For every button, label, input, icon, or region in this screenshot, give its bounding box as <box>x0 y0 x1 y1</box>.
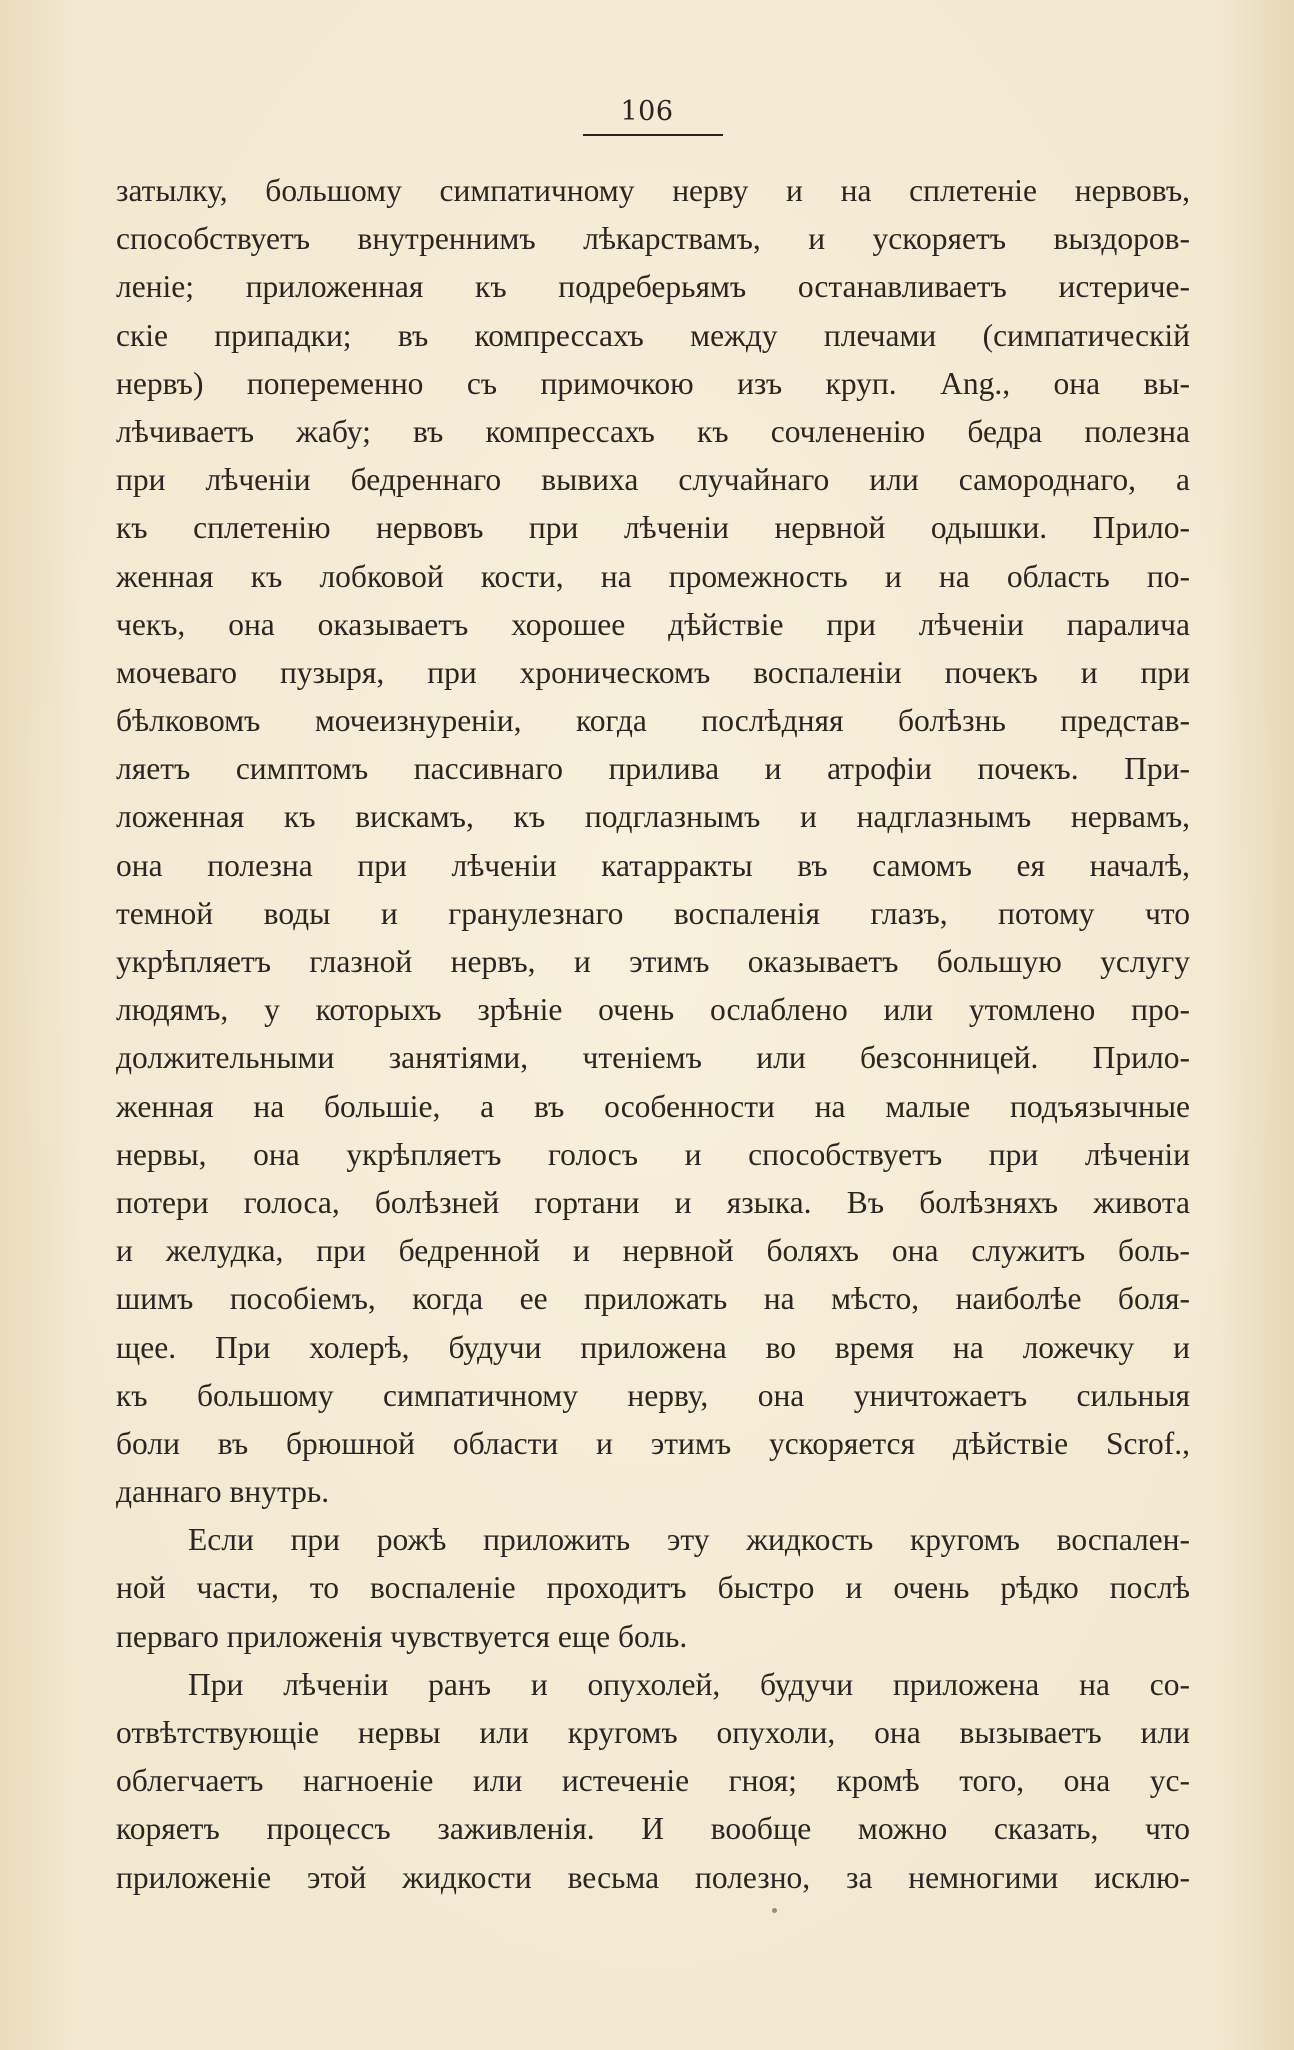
text-line: должительными занятіями, чтеніемъ или безсонницей. Прило- <box>116 1040 1190 1076</box>
text-line: боли въ брюшной области и этимъ ускоряется дѣйствіе Scrof., <box>116 1425 1190 1461</box>
text-line: къ большому симпатичному нерву, она уничтожаетъ сильныя <box>116 1377 1190 1413</box>
page-number-rule <box>583 134 723 136</box>
text-line: потери голоса, болѣзней гортани и языка. Въ болѣзняхъ живота <box>116 1184 1190 1220</box>
text-line: шимъ пособіемъ, когда ее приложать на мѣсто, наиболѣе боля- <box>116 1281 1190 1317</box>
text-line: чекъ, она оказываетъ хорошее дѣйствіе при лѣченіи паралича <box>116 606 1190 642</box>
text-line: къ сплетенію нервовъ при лѣченіи нервной одышки. Прило- <box>116 510 1190 546</box>
body-text <box>116 167 1190 1902</box>
text-line: нервы, она укрѣпляетъ голосъ и способствуетъ при лѣченіи <box>116 1136 1190 1172</box>
text-line: отвѣтствующіе нервы или кругомъ опухоли, она вызываетъ или <box>116 1715 1190 1750</box>
text-line: мочеваго пузыря, при хроническомъ воспаленіи почекъ и при <box>116 654 1190 690</box>
text-line: леніе; приложенная къ подреберьямъ останавливаетъ истериче- <box>116 269 1190 305</box>
text-line: ляетъ симптомъ пассивнаго прилива и атрофіи почекъ. При- <box>116 751 1190 787</box>
text-line: скіе припадки; въ компрессахъ между плечами (симпатическій <box>116 317 1190 353</box>
text-line: укрѣпляетъ глазной нервъ, и этимъ оказываетъ большую услугу <box>116 944 1190 979</box>
text-line-paragraph-end: даннаго внутрь. <box>116 1474 330 1510</box>
text-line: и желудка, при бедренной и нервной боляхъ она служитъ боль- <box>116 1233 1190 1269</box>
text-line: щее. При холерѣ, будучи приложена во время на ложечку и <box>116 1329 1190 1365</box>
text-line: она полезна при лѣченіи катарракты въ самомъ ея началѣ, <box>116 847 1190 883</box>
text-line-paragraph-start: Если при рожѣ приложить эту жидкость кругомъ воспален- <box>188 1522 1190 1558</box>
text-line: ной части, то воспаленіе проходитъ быстро и очень рѣдко послѣ <box>116 1570 1190 1606</box>
text-line: ложенная къ вискамъ, къ подглазнымъ и надглазнымъ нервамъ, <box>116 799 1190 835</box>
text-line: темной воды и гранулезнаго воспаленія глазъ, потому что <box>116 895 1190 931</box>
text-line: приложеніе этой жидкости весьма полезно, за немногими исклю- <box>116 1859 1190 1895</box>
text-line-paragraph-start: При лѣченіи ранъ и опухолей, будучи приложена на со- <box>188 1666 1190 1702</box>
text-line: нервъ) попеременно съ примочкою изъ круп. Ang., она вы- <box>116 365 1190 401</box>
text-line: затылку, большому симпатичному нерву и на сплетеніе нервовъ, <box>116 173 1190 208</box>
text-line: людямъ, у которыхъ зрѣніе очень ослаблено или утомлено про- <box>116 992 1190 1028</box>
text-line-paragraph-end: перваго приложенія чувствуется еще боль. <box>116 1618 688 1654</box>
text-line: облегчаетъ нагноеніе или истеченіе гноя; кромѣ того, она ус- <box>116 1763 1190 1799</box>
text-line: женная на большіе, а въ особенности на малые подъязычные <box>116 1088 1190 1124</box>
text-line: бѣлковомъ мочеизнуреніи, когда послѣдняя болѣзнь представ- <box>116 703 1190 739</box>
text-line: лѣчиваетъ жабу; въ компрессахъ къ сочлененію бедра полезна <box>116 413 1190 449</box>
text-line: при лѣченіи бедреннаго вывиха случайнаго или самороднаго, а <box>116 462 1190 498</box>
text-line: коряетъ процессъ заживленія. И вообще можно сказать, что <box>116 1811 1190 1847</box>
paper-speck <box>772 1908 777 1913</box>
text-line: способствуетъ внутреннимъ лѣкарствамъ, и ускоряетъ выздоров- <box>116 221 1190 257</box>
text-line: женная къ лобковой кости, на промежность и на область по- <box>116 558 1190 594</box>
page-number: 106 <box>620 96 674 127</box>
